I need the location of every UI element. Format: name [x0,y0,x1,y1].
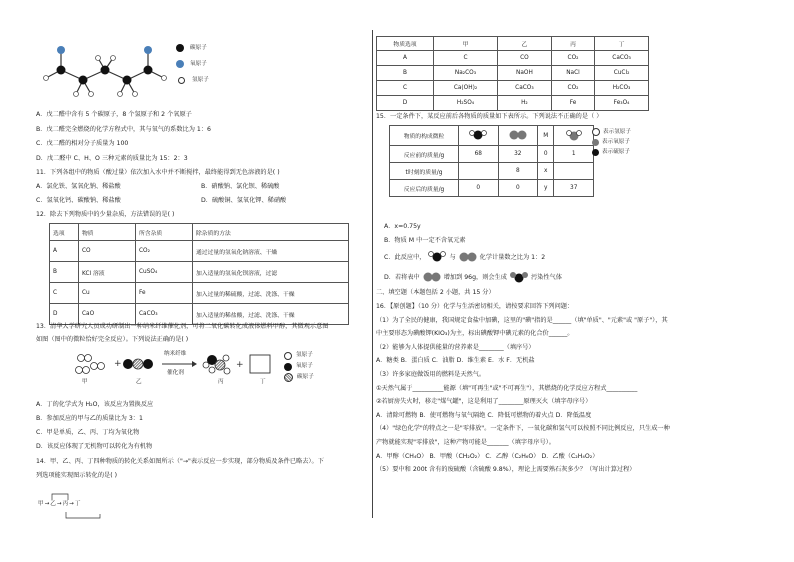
q11-option-b: B．硝酸钠、氯化钡、稀硫酸 [201,183,280,190]
table-cell: 通过过量的氢氧化钠溶液、干燥 [193,241,349,262]
q15-option-d-text-1: D．若将表中 [384,273,420,281]
table-cell: Cu [79,283,136,304]
left-column [36,30,366,530]
q13-arrow-top-label: 纳米纤维 [164,351,187,357]
table-cell: KCl 溶液 [79,262,136,283]
q15-option-d [384,270,562,284]
q15-header-molecule-2 [498,126,538,146]
q12-header-option: 选项 [50,224,79,241]
table-cell: C [434,51,498,66]
hydrogen-atom-icon [284,352,292,360]
hydrogen-sulfide-molecule-icon [467,129,489,141]
q14-arrows [38,492,158,520]
table-cell: CuCl₂ [595,66,649,81]
q15-option-d-text-3: 污染性气体 [530,273,562,281]
table-cell: NaCl [551,66,594,81]
q15-option-a: A．x=0.75y [384,223,421,230]
q13-option-b: B．参加反应的甲与乙的质量比为 3：1 [36,415,143,422]
q10-option-b: B．戊二醛完全燃烧的化学方程式中，其与氧气的系数比为 1：6 [36,125,211,133]
table-cell: H₂CO₃ [595,81,649,96]
q16-line: A．糖类 B．蛋白质 C．油脂 D．维生素 E．水 F．无机盐 [376,357,535,365]
table-cell: NaOH [498,66,552,81]
table-cell: 加入过量的稀硫酸，过滤、洗涤、干燥 [193,283,349,304]
q16-line: A．清除可燃物 B．使可燃物与氧气隔绝 C．降低可燃物的着火点 D．降低温度 [376,411,592,419]
glutaraldehyde-molecule-diagram [36,38,186,106]
q13-arrow-bottom-label: 催化剂 [167,370,184,376]
q15-option-c-text-1: C．此反应中， [384,253,426,261]
table-cell: B [50,262,79,283]
q16-line: 中主要形态为碘酸钾(KIO₃)为主，标出碘酸钾中碘元素的化合价______。 [376,330,574,338]
table-cell: 加入适量的稀盐酸，过滤、洗涤、干燥 [193,304,349,325]
table-cell: CaCO₃ [595,51,649,66]
q16-line: ①天然气属于__________能源（填"可再生"或"不可再生"），其燃烧的化学反应方程式__________ [376,384,638,392]
q15-option-d-text-2: 增加到 96g，则会生成 [443,273,507,281]
q14-header-yi: 乙 [498,37,552,51]
q15-table [389,125,594,197]
legend-hydrogen: 氢原子 [192,76,209,83]
table-cell: CO₂ [551,51,594,66]
q12-header-substance: 物质 [79,224,136,241]
table-cell: 反应后的质量/g [390,180,459,197]
molecule-legend [176,40,209,88]
sulfur-dioxide-molecule-icon [509,270,529,284]
table-cell: CO₂ [136,241,193,262]
table-row [377,51,649,66]
q15-legend [592,127,631,157]
q11-option-c: C．氢氧化钙、碳酸钠、稀盐酸 [36,197,121,204]
q15-legend-hydrogen: 表示氢原子 [603,128,631,135]
carbon-atom-icon [284,373,293,382]
table-cell: Fe [136,283,193,304]
q13-option-a: A．丁的化学式为 H₂O，该反应为置换反应 [36,401,154,408]
q14-stem-line2: 列选项能实现图示转化的是( ) [36,472,118,479]
q14-stem-line1: 14．甲、乙、丙、丁四种物质的转化关系如图所示（"→"表示反应一步实现，部分物质及条件已略去）。下 [36,458,324,465]
table-cell: B [377,66,434,81]
q10-option-d: D．戊二醛中 C、H、O 三种元素的质量比为 15：2：3 [36,154,188,162]
hydrogen-atom-icon [592,128,600,136]
table-cell [459,163,499,180]
carbon-atom-icon [176,44,184,52]
q15-header-label: 物质的构成微粒 [390,126,459,146]
q15-stem: 15．一定条件下，某反应前后各物质的质量如下表所示。下列说法不正确的是（ ） [376,113,603,120]
column-divider [372,30,373,518]
q16-line: ②若厨房失火时，移走"煤气罐"，这是利用了________原理灭火（填字母序号） [376,398,592,406]
q14-header-option: 物质选项 [377,37,434,51]
table-row [390,146,594,163]
oxygen-atom-icon [592,139,599,146]
svg-text:+: + [114,359,122,369]
table-cell: Ca(OH)₂ [434,81,498,96]
right-column [376,30,776,530]
q15-legend-oxygen: 表示氧原子 [602,138,630,145]
q10-option-a: A．戊二醛中含有 5 个碳原子，8 个氢原子和 2 个氧原子 [36,111,192,118]
q13-option-d: D．该反应体现了无机物可以转化为有机物 [36,443,153,450]
table-cell: CO [498,51,552,66]
table-cell: 反应前的质量/g [390,146,459,163]
table-cell [554,163,594,180]
q15-header-m: M [538,126,554,146]
q14-transformation-diagram [38,492,158,520]
table-cell: Fe₃O₄ [595,96,649,111]
table-cell: t时刻的质量/g [390,163,459,180]
table-row [390,163,594,180]
q12-table [49,223,349,325]
q16-line: 16．【原创题】（10 分）化学与生活密切相关，请按要求回答下列问题： [376,303,574,310]
q13-legend-carbon: 碳原子 [297,374,314,380]
q16-line: 产物就能实现"零排放"，这种产物可能是_______（填字母序号）。 [376,438,555,446]
table-cell: A [50,241,79,262]
water-molecule-icon [563,129,585,141]
q15-option-c [384,250,545,264]
svg-text:+: + [236,360,244,370]
table-cell: y [538,180,554,197]
table-cell: H₂SO₄ [434,96,498,111]
table-cell: D [377,96,434,111]
q10-option-c: C．戊二醛的相对分子质量为 100 [36,140,129,147]
table-cell: Na₂CO₃ [434,66,498,81]
section-2-title: 二、填空题（本题包括 2 小题，共 15 分） [376,289,495,296]
q13-stem-line1: 13．清华大学研究人员成功研制出一种纳米纤维催化剂，可将二氧化碳转化成液体燃料甲醇，其微观示意图 [36,323,329,330]
oxygen-molecule-icon [458,250,478,264]
table-row [377,96,649,111]
table-row [50,283,349,304]
table-cell: CaO [79,304,136,325]
table-cell: 68 [459,146,499,163]
q12-header-impurity: 所含杂质 [136,224,193,241]
table-cell: A [377,51,434,66]
table-cell: CuSO₄ [136,262,193,283]
q13-legend [284,350,314,383]
q13-label-yi: 乙 [136,379,142,385]
q14-diagram-chain: 甲→乙→丙→丁 [38,501,82,507]
table-cell: CO [79,241,136,262]
table-cell: CO₂ [551,81,594,96]
table-row [377,81,649,96]
table-cell: 1 [554,146,594,163]
table-row [390,180,594,197]
q15-option-b: B．物质 M 中一定不含氧元素 [384,237,466,244]
table-cell: 32 [498,146,538,163]
table-row [50,262,349,283]
q14-header-jia: 甲 [434,37,498,51]
q15-option-c-text-3: 化学计量数之比为 1：2 [479,253,546,261]
oxygen-molecule-icon [507,129,529,141]
q10-options [36,110,211,168]
q13-legend-oxygen: 氧原子 [296,363,313,369]
table-cell: 8 [498,163,538,180]
q13-option-c: C．甲是单质，乙、丙、丁均为氧化物 [36,429,140,436]
q11-option-d: D．硫酸铜、氢氧化钾、稀硝酸 [201,197,287,204]
table-cell: D [50,304,79,325]
q14-header-bing: 丙 [551,37,594,51]
table-cell: Fe [551,96,594,111]
oxygen-molecule-icon [422,270,442,284]
q13-stem-line2: 如图（图中的微粒恰好完全反应）。下列说法正确的是( ) [36,336,189,343]
q16-line: （1）为了全民的健康，我国规定食盐中加碘，这里的"碘"指的是______（填"单质"、"元素"或 "原子"），其 [376,316,668,324]
q13-label-ding: 丁 [260,379,266,385]
q11-option-a: A．氯化铁、氢氧化钠、稀盐酸 [36,183,121,190]
q13-options [36,400,153,456]
hydrogen-atom-icon [178,77,185,84]
legend-carbon: 碳原子 [190,44,207,51]
oxygen-atom-icon [284,363,292,371]
q16-line: A．甲醇（CH₄O） B．甲酸（CH₂O₂） C．乙醇（C₂H₆O） D．乙酸（C₂H₄O₂） [376,452,599,460]
q13-legend-hydrogen: 氢原子 [296,352,313,358]
table-cell: x [538,163,554,180]
table-cell: CaCO₃ [136,304,193,325]
q14-header-ding: 丁 [595,37,649,51]
table-cell: C [377,81,434,96]
q12-header-method: 除杂质的方法 [193,224,349,241]
oxygen-atom-icon [176,60,184,68]
sulfur-atom-icon [592,149,599,156]
q15-option-c-text-2: 与 [449,253,456,261]
table-cell: 加入适量的氢氧化钡溶液，过滤 [193,262,349,283]
table-row [377,66,649,81]
q11-options [36,182,356,210]
q15-legend-sulfur: 表示硫原子 [602,148,630,155]
q12-stem: 12．除去下列物质中的少量杂质，方法错误的是( ) [36,211,175,218]
legend-oxygen: 氧原子 [190,60,207,67]
q15-header-molecule-4 [554,126,594,146]
q16-line: （2）能够为人体提供能量的营养素是________（填序号） [376,343,535,351]
table-cell: 0 [538,146,554,163]
table-row [50,241,349,262]
table-cell: 0 [459,180,499,197]
table-cell: 0 [498,180,538,197]
table-cell: H₂ [498,96,552,111]
q15-header-molecule-1 [459,126,499,146]
q13-label-bing: 丙 [218,379,224,385]
table-cell: CaCO₃ [498,81,552,96]
q16-line: （3）许多家庭做饭用的燃料是天然气。 [376,370,486,378]
table-cell: 37 [554,180,594,197]
q16-block [376,302,670,479]
q16-line: （5）要中和 200t 含有的废硫酸（含硫酸 9.8%），理论上需要熟石灰多少？（写出计算过程） [376,466,636,474]
q11-stem: 11．下列各组中的物质（酸过量）依次加入水中并不断搅拌，最终能得到无色溶液的是( ) [36,169,280,176]
table-cell: C [50,283,79,304]
q14-options-table [376,36,649,111]
q16-line: （4）"绿色化学"的特点之一是"零排放"。一定条件下，一氧化碳和氢气可以按照不同比例反应，只生成一种 [376,425,670,433]
hydrogen-sulfide-molecule-icon [427,250,447,264]
q13-label-jia: 甲 [82,379,88,385]
